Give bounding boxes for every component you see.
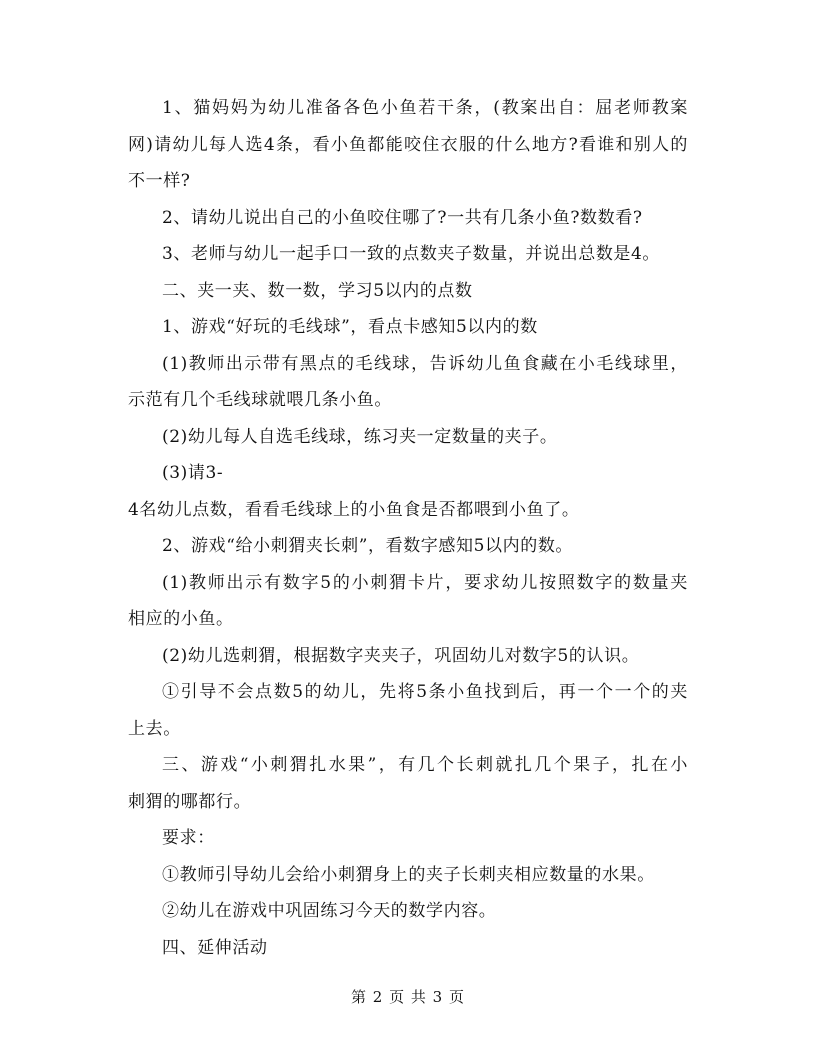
paragraph-line: 不一样? — [128, 171, 191, 191]
page-footer — [0, 986, 816, 1007]
paragraph-line: 4名幼儿点数，看看毛线球上的小鱼食是否都喂到小鱼了。 — [128, 499, 580, 520]
section-heading: 二、夹一夹、数一数，学习5以内的点数 — [162, 280, 473, 301]
paragraph-line: 3、老师与幼儿一起手口一致的点数夹子数量，并说出总数是4。 — [162, 244, 661, 264]
paragraph-line: 相应的小鱼。 — [128, 609, 234, 629]
paragraph-line: 1、猫妈妈为幼儿准备各色小鱼若干条，(教案出自：屈老师教案 — [162, 98, 688, 118]
footer-middle: 页 共 — [389, 988, 427, 1006]
paragraph-line: ①引导不会点数5的幼儿，先将5条小鱼找到后，再一个一个的夹 — [162, 682, 688, 702]
footer-suffix: 页 — [449, 988, 466, 1006]
total-pages-number: 3 — [432, 988, 444, 1006]
paragraph-line: 1、游戏“好玩的毛线球”，看点卡感知5以内的数 — [162, 317, 538, 337]
paragraph-line: 网)请幼儿每人选4条，看小鱼都能咬住衣服的什么地方?看谁和别人的 — [128, 134, 688, 155]
paragraph-line: 示范有几个毛线球就喂几条小鱼。 — [128, 390, 392, 410]
section-heading: 三、游戏“小刺猬扎水果”，有几个长刺就扎几个果子，扎在小 — [162, 755, 688, 775]
paragraph-line: 2、游戏“给小刺猬夹长刺”，看数字感知5以内的数。 — [162, 536, 574, 556]
paragraph-line: (1)教师出示带有黑点的毛线球，告诉幼儿鱼食藏在小毛线球里， — [162, 353, 688, 374]
paragraph-line: (1)教师出示有数字5的小刺猬卡片，要求幼儿按照数字的数量夹 — [162, 572, 688, 593]
current-page-number: 2 — [372, 988, 384, 1006]
paragraph-line: (3)请3- — [162, 463, 224, 483]
paragraph-line: (2)幼儿选刺猬，根据数字夹夹子，巩固幼儿对数字5的认识。 — [162, 645, 640, 666]
paragraph-line: (2)幼儿每人自选毛线球，练习夹一定数量的夹子。 — [162, 426, 558, 447]
paragraph-line: 要求： — [162, 828, 215, 848]
document-body — [128, 90, 688, 966]
paragraph-line: 2、请幼儿说出自己的小鱼咬住哪了?一共有几条小鱼?数数看? — [162, 207, 643, 228]
section-heading: 四、延伸活动 — [162, 937, 268, 958]
footer-prefix: 第 — [350, 988, 367, 1006]
paragraph-line: 上去。 — [128, 718, 181, 739]
paragraph-line: ②幼儿在游戏中巩固练习今天的数学内容。 — [162, 901, 497, 921]
paragraph-line: 刺猬的哪都行。 — [128, 791, 252, 812]
paragraph-line: ①教师引导幼儿会给小刺猬身上的夹子长刺夹相应数量的水果。 — [162, 864, 655, 885]
